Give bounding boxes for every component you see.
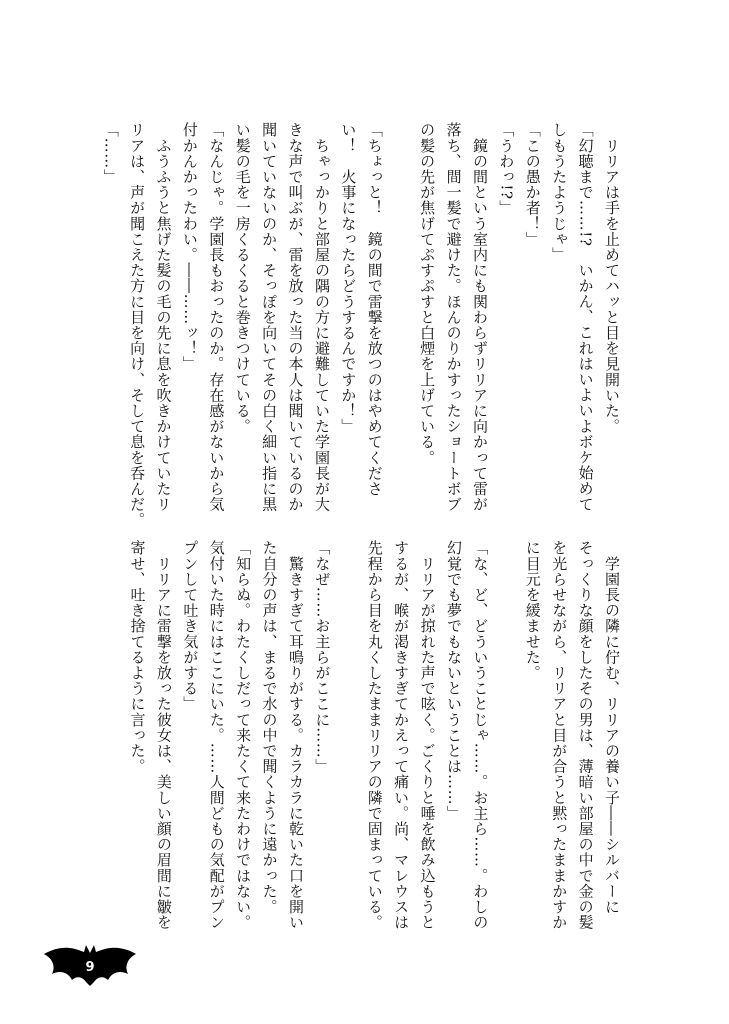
- text-line: 驚きすぎて耳鳴りがする。カラカラに乾いた口を開い: [286, 540, 305, 930]
- text-block-top: [85, 122, 625, 528]
- text-line: ふうふうと焦げた髪の毛の先に息を吹きかけていたリ: [154, 122, 173, 512]
- paragraph-gap: [493, 540, 519, 926]
- text-line: 「……」: [101, 122, 120, 185]
- page-number: 9: [85, 960, 95, 975]
- text-block-bottom: [118, 540, 625, 930]
- bat-icon: [42, 938, 138, 988]
- text-line: 「この愚か者！」: [523, 122, 542, 247]
- text-line: 学園長の隣に佇む、リリアの養い子――シルバーに: [603, 540, 621, 915]
- text-line: い髪の毛を一房くるくると巻きつけている。: [233, 122, 252, 434]
- paragraph-gap: [335, 540, 361, 926]
- text-line: に目元を緩ませた。: [523, 540, 542, 681]
- text-line: 「な、ど、どういうことじゃ……。お主ら……。わしの: [471, 540, 490, 930]
- text-line: 「うわっ!?」: [497, 122, 516, 216]
- text-line: 「なぜ……お主らがここに……」: [313, 540, 332, 774]
- paragraph-gap: [388, 122, 414, 498]
- text-line: 落ち、間一髪で避けた。ほんのりかすったショートボブ: [444, 122, 463, 512]
- text-line: しもうたようじゃ」: [550, 122, 569, 263]
- text-line: リリアは手を止めてハッと目を見開いた。: [603, 122, 621, 434]
- text-line: リリアに雷撃を放った彼女は、美しい顔の眉間に皺を: [154, 540, 173, 930]
- text-line: 聞いていないのか、そっぽを向いてその白く細い指に黒: [260, 122, 279, 512]
- text-line: そっくりな顔をしたその男は、薄暗い部屋の中で金の髪: [576, 540, 595, 930]
- text-line: 寄せ、吐き捨てるように言った。: [128, 540, 147, 774]
- text-line: 「なんじゃ。学園長もおったのか。存在感がないから気: [207, 122, 226, 512]
- text-line: プンして吐き気がする」: [181, 540, 200, 712]
- text-line: た自分の声は、まるで水の中で聞くように遠かった。: [260, 540, 279, 915]
- text-line: の髪の先が焦げてぷすぷすと白煙を上げている。: [418, 122, 437, 466]
- text-line: 先程から目を丸くしたままリリアの隣で固まっている。: [365, 540, 384, 930]
- text-line: きな声で叫ぶが、雷を放った当の本人は聞いているのか: [286, 122, 305, 512]
- text-line: 付かんかったわい。――……ッ！」: [180, 122, 199, 372]
- text-line: 「ちょっと！ 鏡の間で雷撃を放つのはやめてくださ: [365, 122, 384, 497]
- text-line: 幻覚でも夢でもないということは……」: [444, 540, 463, 821]
- text-line: を光らせながら、リリアと目が合うと黙ったままかすか: [550, 540, 569, 930]
- text-line: い！ 火事になったらどうするんですか！」: [339, 122, 358, 434]
- text-line: リアは、声が聞こえた方に目を向け、そして息を呑んだ。: [128, 122, 147, 528]
- text-line: 鏡の間という室内にも関わらずリリアに向かって雷が: [470, 122, 489, 512]
- text-line: 「知らぬ。わたくしだって来たくて来たわけではない。: [234, 540, 253, 930]
- text-line: 「幻聴まで……!? いかん、これはいよいよボケ始めて: [576, 122, 595, 512]
- text-line: ちゃっかりと部屋の隅の方に避難していた学園長が大: [312, 122, 331, 512]
- text-line: 気付いた時にはここにいた。……人間どもの気配がプン: [207, 540, 226, 930]
- text-line: リリアが掠れた声で呟く。ごくりと唾を飲み込もうと: [418, 540, 437, 930]
- text-line: するが、喉が渇きすぎてかえって痛い。尚、マレウスは: [392, 540, 411, 930]
